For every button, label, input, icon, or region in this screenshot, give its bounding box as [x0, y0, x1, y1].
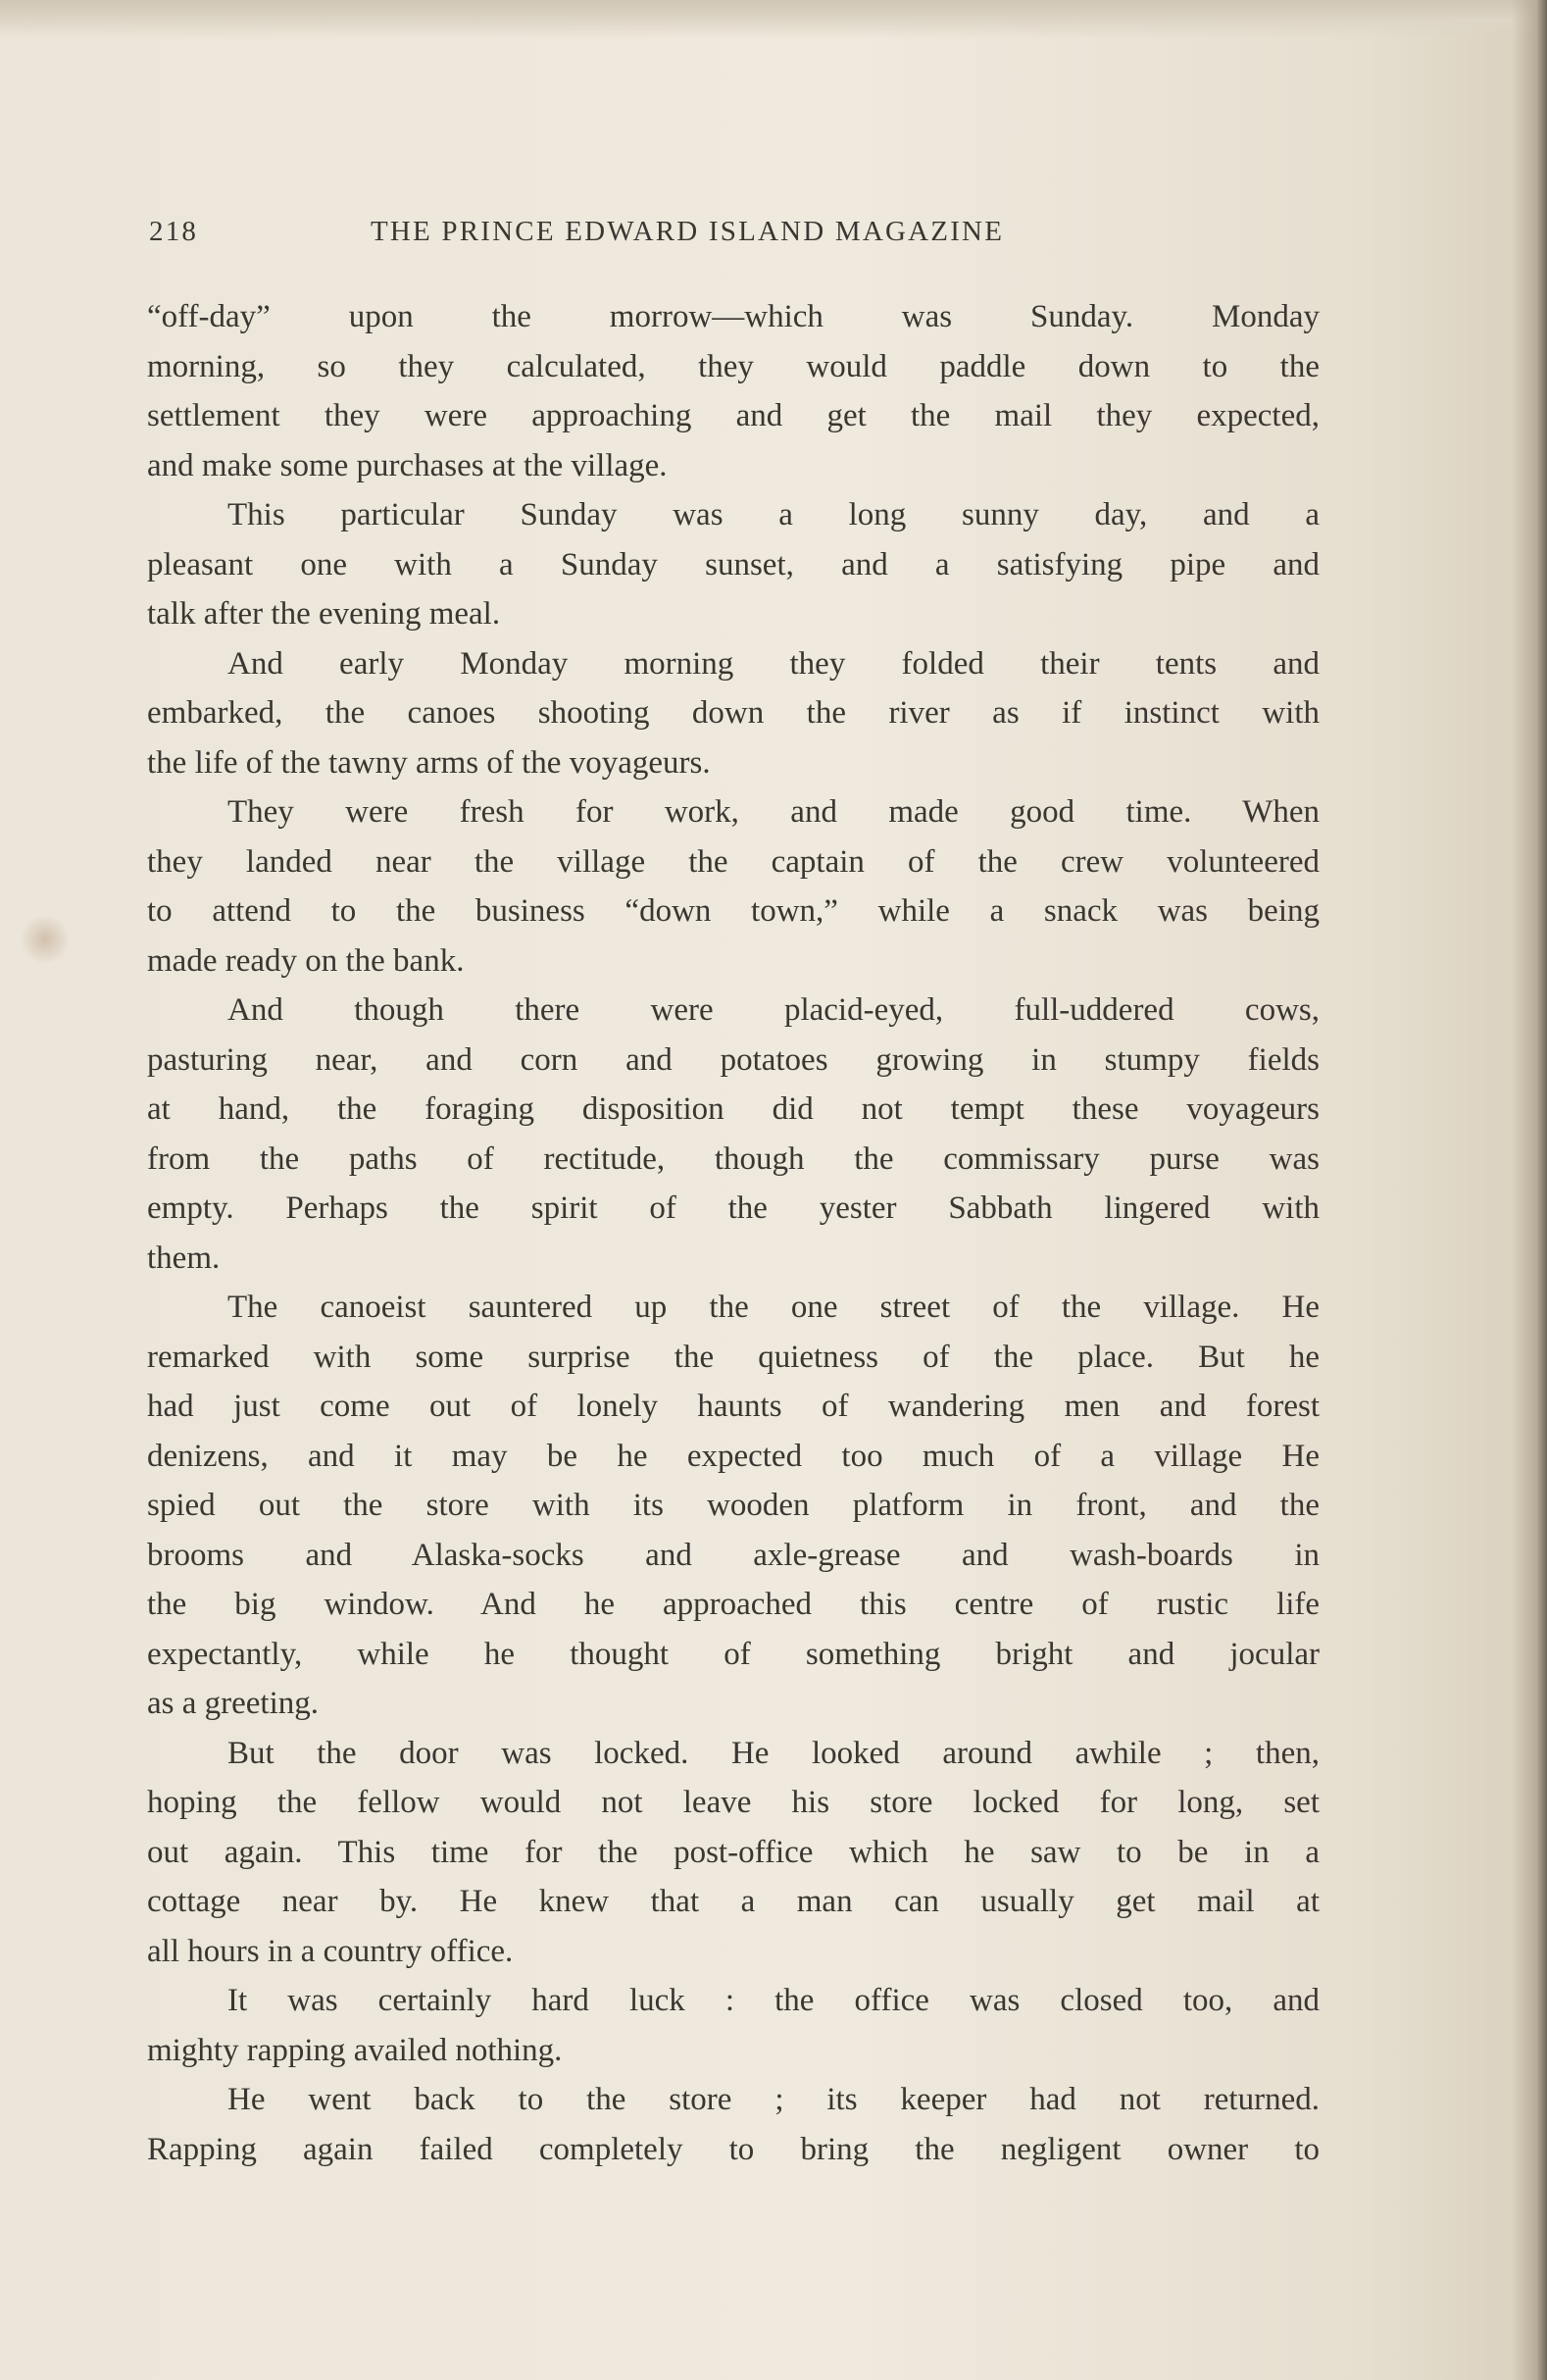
text-line: spied out the store with its wooden platform in front, and the [147, 1488, 1320, 1523]
body-text [147, 292, 1320, 2174]
text-line: the life of the tawny arms of the voyageurs. [147, 744, 711, 781]
paragraph [147, 1729, 1320, 1977]
page-header [149, 216, 1129, 255]
text-line: talk after the evening meal. [147, 596, 501, 632]
text-line: Rapping again failed completely to bring the negligent owner to [147, 2131, 1320, 2167]
page-number: 218 [149, 216, 199, 247]
text-line: the big window. And he approached this centre of rustic life [147, 1587, 1320, 1622]
page-binding-edge [1512, 0, 1547, 2380]
text-line: as a greeting. [147, 1686, 320, 1721]
text-line: pasturing near, and corn and potatoes growing in stumpy fields [147, 1041, 1320, 1078]
text-line: And though there were placid-eyed, full-uddered cows, [227, 992, 1320, 1028]
paragraph [147, 2075, 1320, 2174]
paragraph [147, 1976, 1320, 2075]
paragraph [147, 639, 1320, 788]
text-line: And early Monday morning they folded their tents and [227, 645, 1320, 682]
paragraph [147, 986, 1320, 1283]
text-line: had just come out of lonely haunts of wandering men and forest [147, 1389, 1320, 1424]
text-line: morning, so they calculated, they would paddle down to the [147, 348, 1320, 384]
text-line: He went back to the store ; its keeper had not returned. [227, 2082, 1320, 2117]
text-line: It was certainly hard luck : the office was closed too, and [227, 1983, 1320, 2018]
text-line: mighty rapping availed nothing. [147, 2032, 563, 2068]
text-line: pleasant one with a Sunday sunset, and a satisfying pipe and [147, 546, 1320, 582]
text-line: denizens, and it may be he expected too much of a village He [147, 1438, 1320, 1474]
text-line: This particular Sunday was a long sunny day, and a [227, 497, 1320, 532]
text-line: them. [147, 1240, 221, 1276]
text-line: brooms and Alaska-socks and axle-grease and wash-boards in [147, 1537, 1320, 1573]
text-line: But the door was locked. He looked around awhile ; then, [227, 1735, 1320, 1771]
text-line: hoping the fellow would not leave his store locked for long, set [147, 1785, 1320, 1820]
text-line: “off-day” upon the morrow—which was Sunday. Monday [147, 299, 1320, 334]
running-title: THE PRINCE EDWARD ISLAND MAGAZINE [371, 216, 1005, 247]
text-line: from the paths of rectitude, though the commissary purse was [147, 1140, 1320, 1177]
text-line: all hours in a country office. [147, 1933, 514, 1969]
text-line: The canoeist sauntered up the one street of the village. He [227, 1290, 1320, 1325]
paragraph [147, 1283, 1320, 1729]
text-line: and make some purchases at the village. [147, 447, 668, 483]
text-line: out again. This time for the post-office which he saw to be in a [147, 1834, 1320, 1870]
page-top-edge [0, 0, 1547, 39]
text-line: they landed near the village the captain of the crew volunteered [147, 843, 1320, 880]
paragraph [147, 787, 1320, 986]
text-line: cottage near by. He knew that a man can usually get mail at [147, 1884, 1320, 1919]
text-line: settlement they were approaching and get the mail they expected, [147, 398, 1320, 433]
text-line: at hand, the foraging disposition did not tempt these voyageurs [147, 1091, 1320, 1127]
text-line: remarked with some surprise the quietness of the place. But he [147, 1339, 1320, 1375]
text-line: made ready on the bank. [147, 942, 465, 979]
paragraph [147, 490, 1320, 639]
text-line: empty. Perhaps the spirit of the yester Sabbath lingered with [147, 1190, 1320, 1226]
text-line: They were fresh for work, and made good time. When [227, 794, 1320, 830]
text-line: expectantly, while he thought of something bright and jocular [147, 1636, 1320, 1672]
paper-stain [22, 912, 69, 967]
text-line: to attend to the business “down town,” while a snack was being [147, 893, 1320, 929]
text-line: embarked, the canoes shooting down the river as if instinct with [147, 695, 1320, 731]
paragraph [147, 292, 1320, 490]
